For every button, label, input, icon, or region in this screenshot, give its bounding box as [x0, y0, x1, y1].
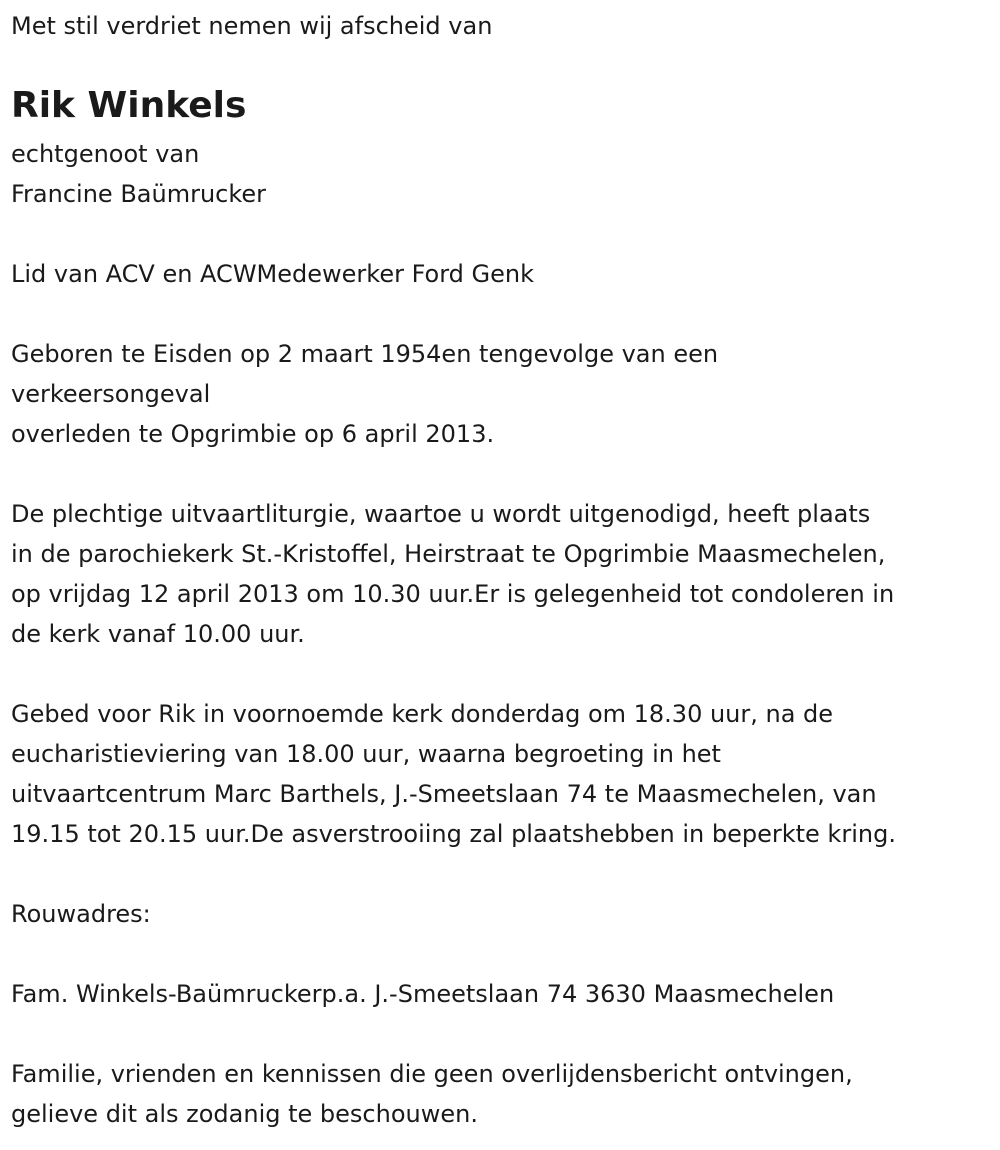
membership-text: Lid van ACV en ACWMedewerker Ford Genk	[11, 260, 534, 288]
deceased-name: Rik Winkels	[11, 85, 247, 126]
liturgy-line-1: De plechtige uitvaartliturgie, waartoe u wordt uitgenodigd, heeft plaats	[11, 500, 871, 528]
prayer-line-3: uitvaartcentrum Marc Barthels, J.-Smeetslaan 74 te Maasmechelen, van	[11, 780, 877, 808]
address-label: Rouwadres:	[11, 900, 151, 928]
prayer-line-4: 19.15 tot 20.15 uur.De asverstrooiing zal plaatshebben in beperkte kring.	[11, 820, 896, 848]
birth-line-1: Geboren te Eisden op 2 maart 1954en tengevolge van een	[11, 340, 719, 368]
prayer-line-1: Gebed voor Rik in voornoemde kerk donderdag om 18.30 uur, na de	[11, 700, 834, 728]
liturgy-line-4: de kerk vanaf 10.00 uur.	[11, 620, 305, 648]
closing-block	[11, 1054, 988, 1134]
birth-line-3: overleden te Opgrimbie op 6 april 2013.	[11, 420, 495, 448]
closing-line-1: Familie, vrienden en kennissen die geen overlijdensbericht ontvingen,	[11, 1060, 853, 1088]
intro-block	[11, 6, 988, 46]
address-text: Fam. Winkels-Baümruckerp.a. J.-Smeetslaan 74 3630 Maasmechelen	[11, 980, 835, 1008]
liturgy-block	[11, 494, 988, 654]
closing-line-2: gelieve dit als zodanig te beschouwen.	[11, 1100, 478, 1128]
birth-death-block	[11, 334, 988, 454]
spouse-block	[11, 134, 988, 214]
spouse-name: Francine Baümrucker	[11, 180, 267, 208]
birth-line-2: verkeersongeval	[11, 380, 211, 408]
intro-text: Met stil verdriet nemen wij afscheid van	[11, 12, 493, 40]
address-label-block	[11, 894, 988, 934]
address-block	[11, 974, 988, 1014]
liturgy-line-3: op vrijdag 12 april 2013 om 10.30 uur.Er is gelegenheid tot condoleren in	[11, 580, 895, 608]
prayer-block	[11, 694, 988, 854]
membership-block	[11, 254, 988, 294]
spouse-label: echtgenoot van	[11, 140, 200, 168]
liturgy-line-2: in de parochiekerk St.-Kristoffel, Heirstraat te Opgrimbie Maasmechelen,	[11, 540, 886, 568]
prayer-line-2: eucharistieviering van 18.00 uur, waarna begroeting in het	[11, 740, 721, 768]
